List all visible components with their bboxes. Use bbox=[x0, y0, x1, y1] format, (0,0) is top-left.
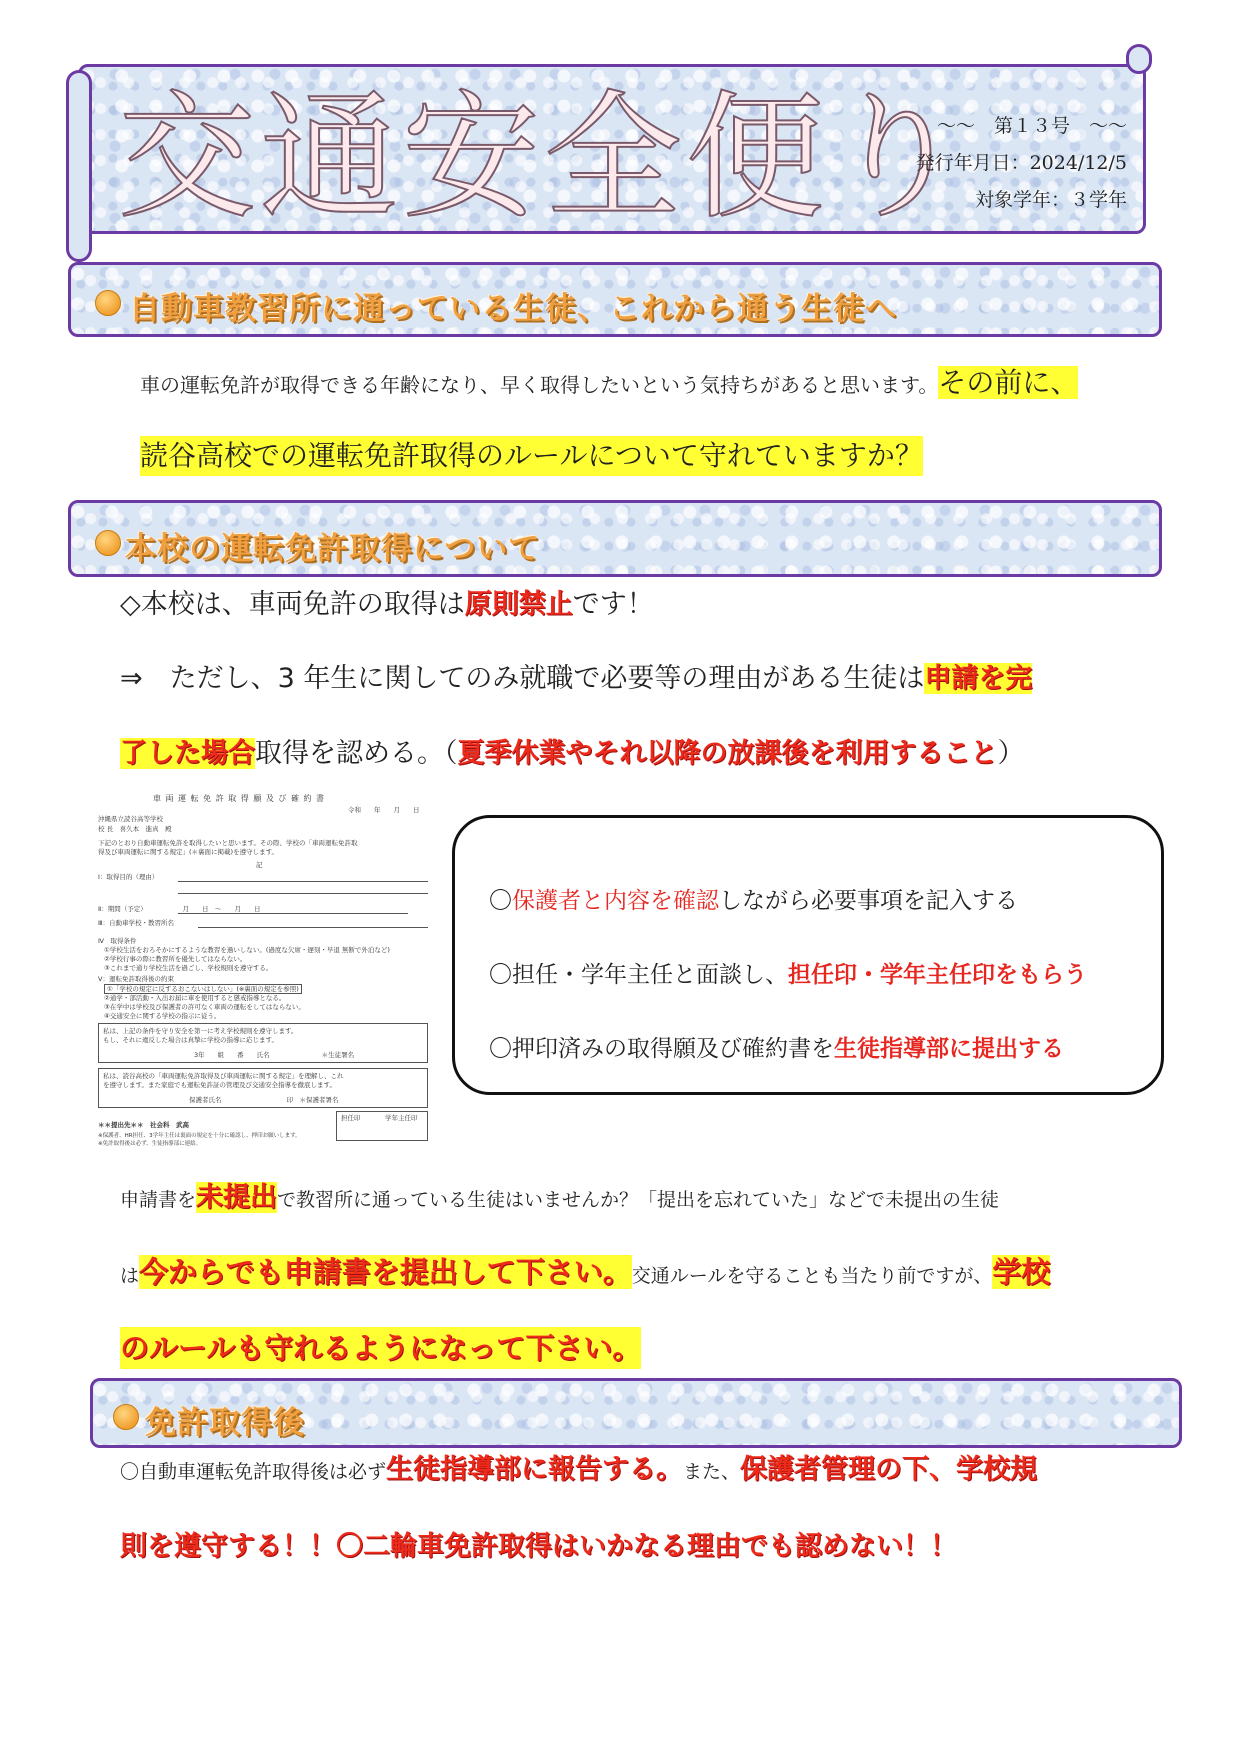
section2-banner bbox=[68, 500, 1162, 577]
form-line bbox=[198, 927, 428, 928]
exception-line1 bbox=[120, 658, 1032, 700]
section2-heading: 本校の運転免許取得について bbox=[125, 531, 541, 567]
after-motorcycle: 〇二輪車免許取得はいかなる理由でも認めない！！ bbox=[336, 1531, 957, 1562]
form-school: 沖縄県立読谷高等学校 bbox=[98, 815, 163, 823]
notice-text-a1: 申請書を bbox=[120, 1189, 197, 1211]
exception-text-d: 取得を認める。（ bbox=[255, 738, 458, 769]
section1-text: 車の運転免許が取得できる年齢になり、早く取得したいという気持ちがあると思います。 bbox=[140, 373, 939, 397]
form-item-school: Ⅲ：自動車学校・教習所名 bbox=[98, 919, 174, 927]
form-promise-1: ①「学校の規定に反するおこないはしない」(※裏面の規定を参照) bbox=[104, 984, 302, 994]
form-stamp-box bbox=[336, 1111, 428, 1141]
bullet-dot-icon bbox=[95, 530, 121, 556]
procedure-step3 bbox=[489, 1032, 1064, 1066]
procedure-box bbox=[452, 815, 1164, 1095]
form-student-pledge-1: 私は、上記の条件を守り安全を第一に考え学校規則を遵守します。 bbox=[103, 1027, 298, 1035]
form-intro-2: 得及び車両運転に関する規定」(＊裏面に掲載)を遵守します。 bbox=[98, 848, 279, 856]
after-license-line1 bbox=[120, 1450, 1037, 1492]
exception-text-f: ） bbox=[997, 738, 1025, 769]
notice-text-a3: で教習所に通っている生徒はいませんか？「提出を忘れていた」などで未提出の生徒 bbox=[277, 1189, 1000, 1211]
form-era-date: 令和 年 月 日 bbox=[348, 806, 420, 814]
after-rules: 則を遵守する！！ bbox=[120, 1531, 336, 1562]
section3-banner bbox=[90, 1378, 1182, 1448]
form-guardian-pledge-box bbox=[98, 1068, 428, 1108]
procedure-step1 bbox=[489, 884, 1018, 918]
form-promise-4: ④交通安全に関する学校の指示に従う。 bbox=[104, 1012, 221, 1020]
step2-emphasis: 担任印・学年主任印をもらう bbox=[788, 962, 1087, 988]
exception-vacation: 夏季休業やそれ以降の放課後を利用すること bbox=[457, 738, 998, 769]
form-student-pledge-2: もし、それに違反した場合は真摯に学校の指導に応じます。 bbox=[103, 1036, 278, 1044]
form-promise-3: ③在学中は学校及び保護者の許可なく車両の運転をしてはならない。 bbox=[104, 1003, 305, 1011]
exception-line2 bbox=[120, 733, 1025, 775]
section1-highlight-b: 読谷高校での運転免許取得のルールについて守れていますか？ bbox=[140, 436, 923, 476]
form-stamp-grade-head: 学年主任印 bbox=[385, 1114, 418, 1122]
exception-text-a: ⇒ ただし、3 年生に関してのみ就職で必要等の理由がある生徒は bbox=[120, 663, 925, 694]
form-cond-3: ③これまで通り学校生活を過ごし、学校規則を遵守する。 bbox=[104, 964, 273, 972]
form-line bbox=[178, 913, 408, 914]
form-title: 車 両 運 転 免 許 取 得 願 及 び 確 約 書 bbox=[153, 794, 326, 803]
form-submit-to: ＊＊提出先＊＊ 社会科 武高 bbox=[98, 1121, 189, 1129]
form-guardian-sign: 保護者氏名 印 ＊保護者署名 bbox=[189, 1096, 339, 1104]
form-promise-2: ②通学・部活動・入出お届に車を使用すると懲戒指導となる。 bbox=[104, 994, 286, 1002]
form-student-pledge-box bbox=[98, 1023, 428, 1063]
section1-heading: 自動車教習所に通っている生徒、これから通う生徒へ bbox=[129, 291, 897, 327]
form-promise-heading: Ⅴ：運転免許取得後の約束 bbox=[98, 975, 174, 983]
notice-text-b1: は bbox=[120, 1265, 140, 1287]
issue-date: 発行年月日：2024/12/5 bbox=[915, 152, 1127, 174]
notice-line2 bbox=[120, 1252, 1050, 1296]
notice-unsubmitted: 未提出 bbox=[196, 1182, 278, 1213]
after-license-line2 bbox=[120, 1526, 957, 1568]
notice-line1 bbox=[120, 1180, 999, 1218]
form-note-2: ※免許取得後は必ず、生徒指導部に連絡。 bbox=[98, 1141, 202, 1147]
notice-text-b3: 交通ルールを守ることも当たり前ですが、 bbox=[631, 1265, 993, 1287]
newsletter-title: 交通安全便り bbox=[118, 77, 971, 238]
exception-highlight-b: 申請を完 bbox=[924, 663, 1033, 694]
form-intro-1: 下記のとおり自動車運転免許を取得したいと思います。その際、学校の「車両運転免許取 bbox=[98, 839, 358, 847]
bullet-dot-icon bbox=[113, 1404, 139, 1430]
form-student-sign: 3年 組 番 氏名 ＊生徒署名 bbox=[194, 1051, 355, 1059]
application-form-image bbox=[98, 795, 433, 1150]
rule-line bbox=[120, 585, 654, 625]
rule-prohibited: 原則禁止 bbox=[464, 589, 573, 620]
form-cond-1: ①学校生活をおろそかにするような教習を過いしない。(過度な欠席・遅刻・早退 無断で外泊など) bbox=[104, 946, 390, 954]
exception-highlight-c: 了した場合 bbox=[120, 738, 255, 769]
form-item-period: Ⅱ：期間（予定） 月 日 ～ 月 日 bbox=[98, 905, 261, 913]
form-cond-2: ②学校行事の際に教習所を優先してはならない。 bbox=[104, 955, 247, 963]
form-guardian-pledge-1: 私は、読谷高校の「車両運転免許取得及び車両運転に関する規定」を理解し、これ bbox=[103, 1072, 344, 1080]
form-principal: 校 長 喜久本 進真 殿 bbox=[98, 825, 172, 833]
form-ki: 記 bbox=[256, 861, 263, 869]
form-cond-heading: Ⅳ 取得条件 bbox=[98, 937, 137, 945]
form-line bbox=[178, 893, 428, 894]
step1-emphasis: 保護者と内容を確認 bbox=[512, 888, 719, 914]
form-item-purpose: Ⅰ：取得目的（理由） bbox=[98, 873, 159, 881]
bullet-dot-icon bbox=[95, 290, 121, 316]
step2-text: 〇担任・学年主任と面談し、 bbox=[489, 962, 788, 988]
form-note-1: ※保護者、HR担任、3学年主任は裏面の規定を十分に確認し、押印お願いします。 bbox=[98, 1133, 301, 1139]
form-line bbox=[178, 881, 428, 882]
step1-mark: 〇 bbox=[489, 888, 512, 914]
target-grade: 対象学年：３学年 bbox=[974, 189, 1127, 211]
after-guardian: 保護者管理の下、学校規 bbox=[740, 1454, 1038, 1485]
form-guardian-pledge-2: を遵守します。また家庭でも運転免許証の管理及び交通安全指導を徹底します。 bbox=[103, 1081, 336, 1089]
after-report: 生徒指導部に報告する。 bbox=[386, 1454, 684, 1485]
procedure-step2 bbox=[489, 958, 1087, 992]
scroll-curl-right bbox=[1126, 44, 1152, 74]
notice-submit-now: 今からでも申請書を提出して下さい。 bbox=[139, 1255, 632, 1289]
rule-text-a: ◇本校は、車両免許の取得は bbox=[120, 589, 465, 620]
step3-text: 〇押印済みの取得願及び確約書を bbox=[489, 1036, 834, 1062]
step3-emphasis: 生徒指導部に提出する bbox=[834, 1036, 1064, 1062]
notice-line3: のルールも守れるようになって下さい。 bbox=[120, 1327, 641, 1369]
rule-text-c: です！ bbox=[572, 589, 654, 620]
scroll-curl-left bbox=[66, 70, 92, 262]
after-text-a1: 〇自動車運転免許取得後は必ず bbox=[120, 1461, 387, 1483]
after-text-a3: また、 bbox=[683, 1461, 741, 1483]
notice-school-a: 学校 bbox=[992, 1255, 1051, 1289]
step1-text: しながら必要事項を記入する bbox=[719, 888, 1018, 914]
form-stamp-homeroom: 担任印 bbox=[341, 1114, 361, 1122]
section3-heading: 免許取得後 bbox=[145, 1405, 305, 1441]
section1-banner bbox=[68, 262, 1162, 337]
issue-number: 〜〜 第１３号 〜〜 bbox=[936, 115, 1127, 137]
section1-paragraph-line1 bbox=[140, 366, 1078, 402]
section1-highlight-a: その前に、 bbox=[938, 366, 1079, 399]
